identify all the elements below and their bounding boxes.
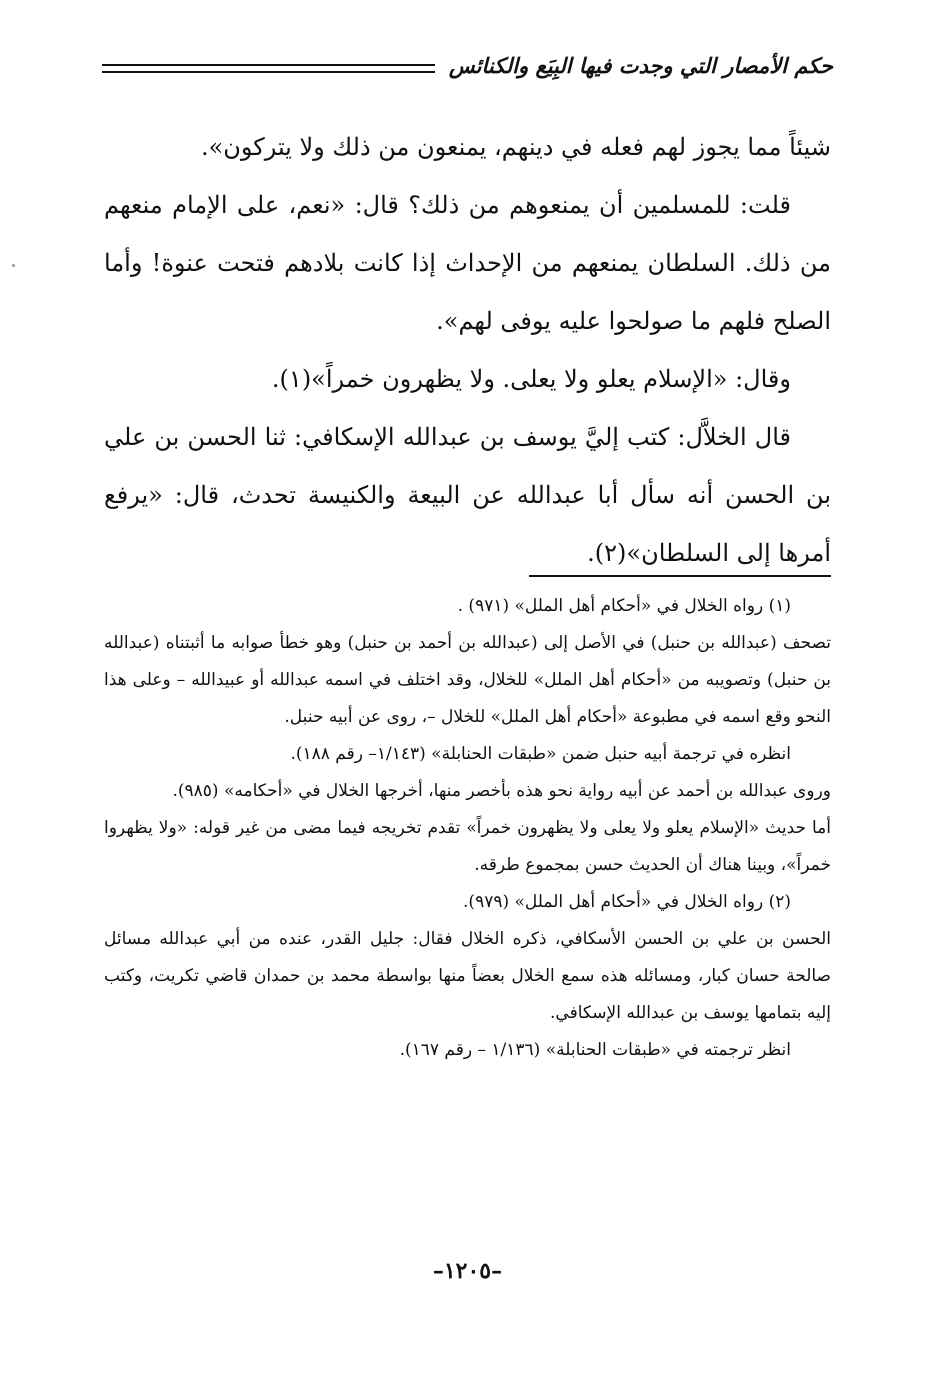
footnote-line: تصحف (عبدالله بن حنبل) في الأصل إلى (عبدالله بن أحمد بن حنبل) وهو خطأ صوابه ما أثبتناه (عبدالله بن حنبل) وتصويبه من «أحكام أهل الملل» للخلال، وقد اختلف في اسمه عبدالله أو عبيدالله – وعلى هذا النحو وقع اسمه في مطبوعة «أحكام أهل الملل» للخلال –، روى عن أبيه حنبل. (104, 633, 831, 727)
running-header (102, 46, 833, 86)
margin-speck (12, 264, 15, 267)
footnote-line: انظره في ترجمة أبيه حنبل ضمن «طبقات الحنابلة» (١/١٤٣– رقم ١٨٨). (290, 744, 791, 764)
page-number: –١٢٠٥– (432, 1258, 503, 1284)
header-double-rule (102, 64, 435, 73)
footnote-line: انظر ترجمته في «طبقات الحنابلة» (١/١٣٦ – رقم ١٦٧). (399, 1040, 791, 1060)
main-text (104, 118, 831, 582)
paragraph-3: وقال: «الإسلام يعلو ولا يعلى. ولا يظهرون خمراً»(١). (271, 365, 791, 393)
paragraph-1: شيئاً مما يجوز لهم فعله في دينهم، يمنعون من ذلك ولا يتركون». (200, 133, 831, 161)
paragraph-2: قلت: للمسلمين أن يمنعوهم من ذلك؟ قال: «نعم، على الإمام منعهم من ذلك. السلطان يمنعهم من الإحداث إذا كانت بلادهم فتحت عنوة! وأما الصلح فلهم ما صولحوا عليه يوفى لهم». (104, 191, 831, 335)
footnote-line: (١) رواه الخلال في «أحكام أهل الملل» (٩٧١) . (457, 596, 791, 616)
footnote-separator (529, 575, 831, 577)
paragraph-4: قال الخلاَّل: كتب إليَّ يوسف بن عبدالله الإسكافي: ثنا الحسن بن علي بن الحسن أنه سأل أبا عبدالله عن البيعة والكنيسة تحدث، قال: «يرفع أمرها إلى السلطان»(٢). (104, 423, 831, 567)
footnote-line: الحسن بن علي بن الحسن الأسكافي، ذكره الخلال فقال: جليل القدر، عنده من أبي عبدالله مسائل صالحة حسان كبار، ومسائله هذه سمع الخلال بعضاً منها بواسطة محمد بن حمدان قاضي تكريت، وكتب إليه بتمامها يوسف بن عبدالله الإسكافي. (104, 929, 831, 1023)
footnote-line: أما حديث «الإسلام يعلو ولا يعلى ولا يظهرون خمراً» تقدم تخريجه فيما مضى من غير قوله: «ولا يظهروا خمراً»، وبينا هناك أن الحديث حسن بمجموع طرقه. (104, 818, 831, 875)
header-title: حكم الأمصار التي وجدت فيها البِيَع والكنائس (448, 54, 833, 78)
footnote-line: وروى عبدالله بن أحمد عن أبيه رواية نحو هذه بأخصر منها، أخرجها الخلال في «أحكامه» (٩٨٥). (172, 781, 831, 801)
footnote-line: (٢) رواه الخلال في «أحكام أهل الملل» (٩٧٩). (463, 892, 791, 912)
footnotes (104, 588, 831, 1069)
